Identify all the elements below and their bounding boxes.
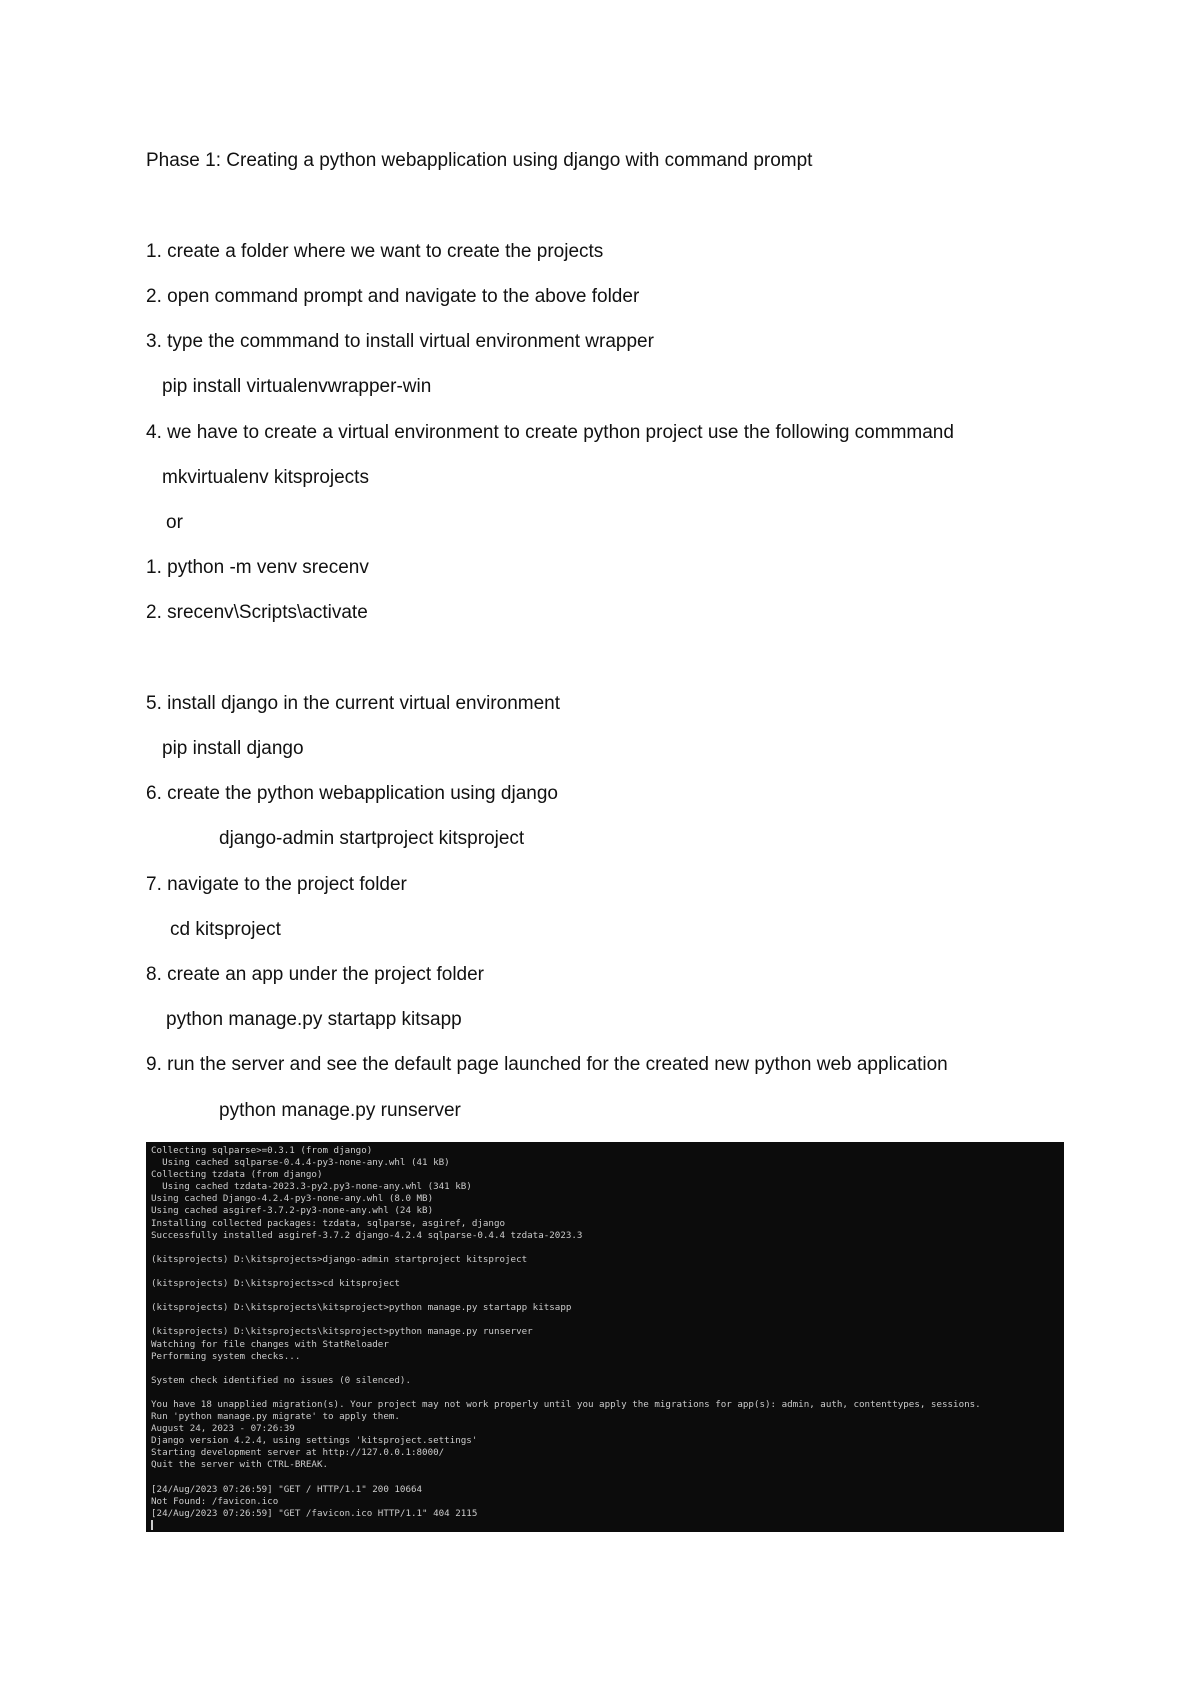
terminal-output <box>151 1145 1059 1532</box>
terminal-line: Quit the server with CTRL-BREAK. <box>151 1459 329 1471</box>
step-6-command: django-admin startproject kitsproject <box>219 828 525 849</box>
terminal-screenshot <box>146 1142 1064 1532</box>
step-8-command: python manage.py startapp kitsapp <box>166 1009 462 1030</box>
alt-step-2: 2. srecenv\Scripts\activate <box>146 602 368 623</box>
terminal-line: Successfully installed asgiref-3.7.2 django-4.2.4 sqlparse-0.4.4 tzdata-2023.3 <box>151 1229 583 1241</box>
page-title: Phase 1: Creating a python webapplication using django with command prompt <box>146 150 813 171</box>
terminal-line: Django version 4.2.4, using settings 'kitsproject.settings' <box>151 1435 478 1447</box>
terminal-line: System check identified no issues (0 silenced). <box>151 1374 411 1386</box>
terminal-line: Watching for file changes with StatReloader <box>151 1338 389 1350</box>
terminal-line: (kitsprojects) D:\kitsprojects>cd kitsproject <box>151 1278 400 1290</box>
terminal-line: [24/Aug/2023 07:26:59] "GET / HTTP/1.1" 200 10664 <box>151 1483 423 1495</box>
step-2: 2. open command prompt and navigate to the above folder <box>146 286 640 307</box>
terminal-line: Using cached asgiref-3.7.2-py3-none-any.whl (24 kB) <box>151 1205 434 1217</box>
terminal-line <box>151 1266 1059 1278</box>
terminal-line <box>151 1472 1059 1484</box>
step-3: 3. type the commmand to install virtual environment wrapper <box>146 331 654 352</box>
step-5: 5. install django in the current virtual environment <box>146 693 561 714</box>
terminal-line: Starting development server at http://127.0.0.1:8000/ <box>151 1447 445 1459</box>
terminal-line: You have 18 unapplied migration(s). Your project may not work properly until you apply the migrations for app(s): admin, auth, contenttypes, sessions. <box>151 1398 981 1410</box>
terminal-line: Collecting tzdata (from django) <box>151 1169 323 1181</box>
terminal-line: Performing system checks... <box>151 1350 301 1362</box>
step-3-command: pip install virtualenvwrapper-win <box>162 376 432 397</box>
alt-step-1: 1. python -m venv srecenv <box>146 557 369 578</box>
terminal-line <box>151 1363 1059 1375</box>
terminal-line <box>151 1242 1059 1254</box>
step-5-command: pip install django <box>162 738 304 759</box>
step-6: 6. create the python webapplication using django <box>146 783 558 804</box>
terminal-line <box>151 1314 1059 1326</box>
step-9: 9. run the server and see the default page launched for the created new python web application <box>146 1054 948 1075</box>
terminal-line: (kitsprojects) D:\kitsprojects>django-admin startproject kitsproject <box>151 1253 528 1265</box>
terminal-line: Using cached sqlparse-0.4.4-py3-none-any.whl (41 kB) <box>151 1157 450 1169</box>
terminal-line: Using cached Django-4.2.4-py3-none-any.whl (8.0 MB) <box>151 1193 434 1205</box>
terminal-line: Run 'python manage.py migrate' to apply them. <box>151 1411 400 1423</box>
step-8: 8. create an app under the project folder <box>146 964 485 985</box>
step-7-command: cd kitsproject <box>170 919 281 940</box>
step-4-command: mkvirtualenv kitsprojects <box>162 467 369 488</box>
terminal-line: Installing collected packages: tzdata, sqlparse, asgiref, django <box>151 1217 506 1229</box>
or-label: or <box>166 512 183 533</box>
terminal-line <box>151 1290 1059 1302</box>
terminal-line <box>151 1387 1059 1399</box>
terminal-line: Using cached tzdata-2023.3-py2.py3-none-any.whl (341 kB) <box>151 1181 472 1193</box>
terminal-line: Not Found: /favicon.ico <box>151 1495 279 1507</box>
step-4: 4. we have to create a virtual environment to create python project use the following commmand <box>146 422 954 443</box>
terminal-line: (kitsprojects) D:\kitsprojects\kitsproject>python manage.py startapp kitsapp <box>151 1302 572 1314</box>
terminal-cursor <box>151 1520 153 1530</box>
step-7: 7. navigate to the project folder <box>146 874 407 895</box>
terminal-cursor-line <box>151 1520 1059 1532</box>
step-9-command: python manage.py runserver <box>219 1100 461 1121</box>
terminal-line: Collecting sqlparse>=0.3.1 (from django) <box>151 1145 373 1156</box>
terminal-line: August 24, 2023 - 07:26:39 <box>151 1423 295 1435</box>
terminal-line: (kitsprojects) D:\kitsprojects\kitsproject>python manage.py runserver <box>151 1326 533 1338</box>
terminal-line: [24/Aug/2023 07:26:59] "GET /favicon.ico HTTP/1.1" 404 2115 <box>151 1507 478 1519</box>
step-1: 1. create a folder where we want to create the projects <box>146 241 604 262</box>
